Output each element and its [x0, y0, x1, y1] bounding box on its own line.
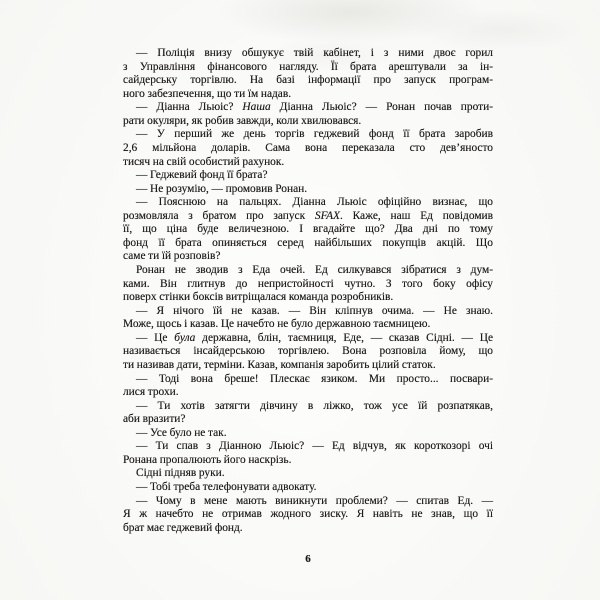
text-segment: рати окуляри, як робив завжди, коли хвилювався. — [123, 114, 362, 127]
text-line — [123, 88, 493, 102]
text-segment: — Тобі треба телефонувати адвокату. — [136, 481, 317, 493]
text-segment: — Це — [136, 331, 175, 344]
text-segment: Сідні підняв руки. — [136, 467, 225, 480]
text-line — [123, 196, 493, 210]
page-text — [123, 47, 493, 535]
text-segment: — Ти спав з Діанною Льюіс? — Ед відчув, як короткозорі очі — [136, 440, 493, 453]
text-line — [123, 332, 493, 346]
text-segment: Діанна Льюіс? — Ронан почав проти- — [270, 101, 493, 114]
text-line — [123, 373, 493, 387]
text-line — [123, 223, 493, 237]
text-segment: — Не розумію, — промовив Ронан. — [136, 182, 308, 195]
text-line — [123, 305, 493, 319]
text-line — [123, 183, 493, 197]
text-segment: ти називав дати, терміни. Казав, компанія заробить цілий статок. — [123, 358, 436, 371]
text-segment: Ронан не зводив з Еда очей. Ед силкувався зібратися з дум- — [136, 264, 493, 276]
text-segment: — Діанна Льюіс? — [136, 101, 243, 114]
text-line — [123, 345, 493, 359]
text-line — [123, 522, 493, 536]
text-line — [123, 237, 493, 251]
italic-text-segment: була — [174, 331, 196, 344]
text-segment: ками. Він глитнув до непристойності чутно. З того боку офісу — [123, 277, 493, 290]
text-segment: — Поліція внизу обшукує твій кабінет, і з ними двоє горил — [136, 47, 493, 59]
text-line — [123, 128, 493, 142]
italic-text-segment: Наша — [242, 101, 271, 114]
text-segment: Я ж начебто не отримав жодного зиску. Я навіть не знав, що її — [123, 508, 493, 521]
text-line — [123, 495, 493, 509]
text-line — [123, 427, 493, 441]
text-line — [123, 359, 493, 373]
text-segment: з Управління фінансового нагляду. Її брата арештували за ін- — [123, 60, 493, 73]
text-segment: розмовляла з братом про запуск — [123, 209, 315, 222]
text-segment: — Чому в мене мають виникнути проблеми? — спитав Ед. — — [136, 494, 493, 507]
text-line — [123, 278, 493, 292]
text-segment: Ронана пропалюють його наскрізь. — [123, 453, 292, 466]
text-segment: брат має геджевий фонд. — [123, 521, 243, 534]
text-segment: 2,6 мільйона доларів. Сама вона переказала сто дев’яносто — [123, 141, 493, 154]
text-line — [123, 413, 493, 427]
text-line — [123, 74, 493, 88]
text-segment: — Тоді вона бреше! Плескає язиком. Ми просто... посвари- — [136, 372, 493, 385]
text-segment: — Геджевий фонд її брата? — [136, 169, 268, 182]
text-line — [123, 400, 493, 414]
text-line — [123, 47, 493, 61]
text-line — [123, 61, 493, 75]
text-segment: поверх стінки боксів витріщалася команда розробників. — [123, 291, 394, 304]
text-segment: аби вразити? — [123, 413, 186, 426]
text-line — [123, 454, 493, 468]
text-line — [123, 386, 493, 400]
text-line — [123, 291, 493, 305]
text-segment: . Каже, наш Ед повідомив — [340, 209, 493, 222]
text-segment: — Усе було не так. — [136, 426, 227, 439]
text-line — [123, 115, 493, 129]
text-segment: — Пояснюю на пальцях. Діанна Льюіс офіційно визнає, що — [136, 196, 493, 209]
text-line — [123, 318, 493, 332]
text-segment: Може, щось і казав. Це начебто не було державною таємницею. — [123, 318, 431, 331]
text-line — [123, 210, 493, 224]
text-segment: державна, блін, таємниця, Еде, — сказав Сідні. — Це — [195, 331, 494, 344]
text-line — [123, 156, 493, 170]
page-number: 6 — [305, 553, 311, 565]
text-segment: фонд її брата опиняється серед найбільших покупців акцій. Що — [123, 236, 493, 249]
text-line — [123, 101, 493, 115]
text-segment: ного забезпечення, що ти їм надав. — [123, 87, 292, 100]
text-segment: називається інсайдерською торгівлею. Вона розповіла йому, що — [123, 345, 493, 358]
text-line — [123, 264, 493, 278]
text-segment: — У перший же день торгів геджевий фонд її брата заробив — [136, 128, 493, 141]
text-line — [123, 508, 493, 522]
text-segment: — Ти хотів затягти дівчину в ліжко, тож усе їй розпатякав, — [136, 399, 493, 412]
text-line — [123, 142, 493, 156]
text-line — [123, 467, 493, 481]
italic-text-segment: SFAX — [314, 209, 340, 222]
text-line — [123, 250, 493, 264]
text-line — [123, 169, 493, 183]
text-segment: тисяч на свій особистий рахунок. — [123, 155, 285, 168]
text-segment: — Я нічого їй не казав. — Він кліпнув очима. — Не знаю. — [136, 304, 493, 317]
text-segment: саме ти їй розповів? — [123, 250, 221, 263]
text-line — [123, 440, 493, 454]
text-segment: лися трохи. — [123, 386, 179, 399]
text-segment: її, що ціна буде величезною. І вгадайте що? Два дні по тому — [123, 223, 493, 236]
text-segment: сайдерську торгівлю. На базі інформації про запуск програм- — [123, 74, 493, 87]
text-line — [123, 481, 493, 495]
